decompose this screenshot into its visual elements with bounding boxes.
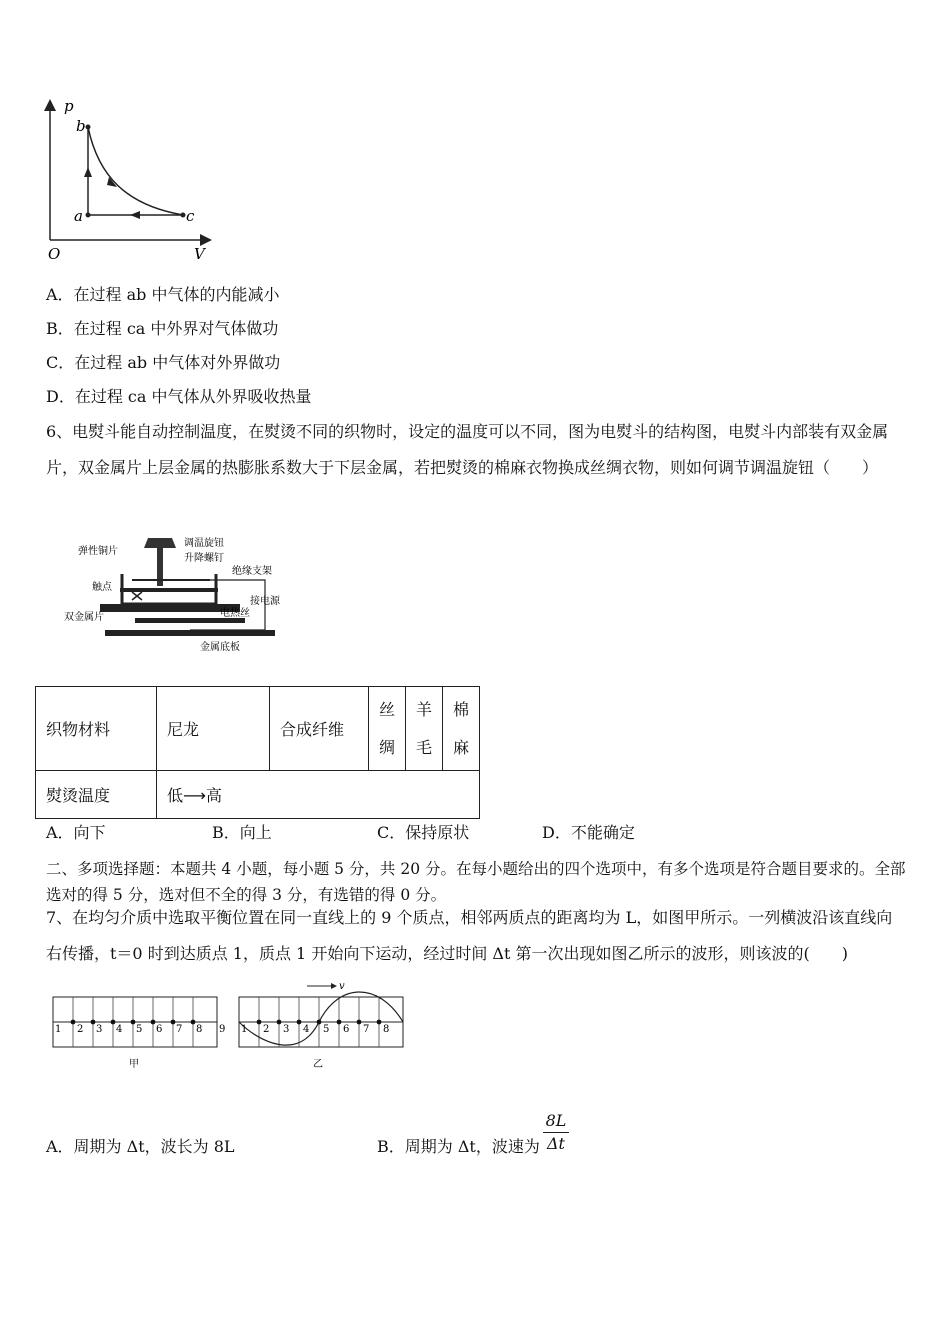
- yi-label-6: 6: [343, 1024, 350, 1035]
- yi-label-3: 3: [283, 1024, 290, 1035]
- jia-label-8: 8: [196, 1024, 203, 1035]
- yi-label-8: 8: [383, 1024, 390, 1035]
- support-bar: [120, 588, 218, 592]
- temp-range: 低⟶高: [157, 771, 480, 819]
- v-axis-label: V: [194, 245, 205, 263]
- base-shape: [105, 630, 275, 636]
- point-a-label: a: [74, 207, 83, 225]
- jia-label-1: 1: [55, 1024, 62, 1035]
- q7-option-b: B．周期为 Δt，波速为: [377, 1137, 540, 1156]
- p-axis-label: p: [64, 97, 74, 115]
- ca-arrow: [130, 211, 140, 219]
- bimetal-shape: [100, 604, 240, 612]
- yi-waveform: [239, 992, 403, 1045]
- origin-label: O: [48, 245, 61, 263]
- wave-figures: [45, 980, 425, 1075]
- heater-label: 电热丝: [220, 608, 250, 619]
- pv-graph: [40, 95, 220, 265]
- support-label: 绝缘支架: [232, 566, 272, 577]
- process-bc: [88, 127, 183, 215]
- q5-option-a: A．在过程 ab 中气体的内能减小: [46, 285, 280, 304]
- velocity-label: v: [339, 981, 345, 992]
- ab-arrow: [84, 167, 92, 177]
- yi-caption: 乙: [313, 1059, 323, 1070]
- q7-fraction: [543, 1110, 569, 1155]
- fraction-denominator: Δt: [547, 1134, 565, 1153]
- q6-question: 6、电熨斗能自动控制温度，在熨烫不同的织物时，设定的温度可以不同，图为电熨斗的结构图，电熨斗内部装有双金属片，双金属片上层金属的热膨胀系数大于下层金属，若把熨烫的棉麻衣物换成丝绸衣物，则如何调节调温旋钮（ ）: [46, 422, 889, 477]
- fabric-table: [35, 686, 480, 819]
- fabric-wool: 羊 毛: [406, 687, 443, 771]
- fabric-row-label: 织物材料: [36, 687, 157, 771]
- jia-label-2: 2: [77, 1024, 84, 1035]
- q7-question: 7、在均匀介质中选取平衡位置在同一直线上的 9 个质点，相邻两质点的距离均为 L，如图甲所示。一列横波沿该直线向右传播，t＝0 时到达质点 1，质点 1 开始向下运动，经过时间 Δt 第一次出现如图乙所示的波形，则该波的( ): [46, 908, 893, 963]
- q5-option-b: B．在过程 ca 中外界对气体做功: [46, 319, 279, 338]
- jia-label-7: 7: [176, 1024, 183, 1035]
- screw-label: 升降螺钉: [184, 553, 224, 564]
- temp-row-label: 熨烫温度: [36, 771, 157, 819]
- q7-option-a: A．周期为 Δt，波长为 8L: [46, 1137, 235, 1156]
- contact-label: 触点: [92, 582, 112, 593]
- jia-label-9: 9: [219, 1024, 226, 1035]
- contact-shape: [132, 592, 142, 600]
- jia-label-3: 3: [96, 1024, 103, 1035]
- fabric-silk: 丝 绸: [369, 687, 406, 771]
- power-label: 接电源: [250, 596, 280, 607]
- yi-label-4: 4: [303, 1024, 310, 1035]
- yi-label-5: 5: [323, 1024, 330, 1035]
- arrow-right-icon: ⟶: [183, 786, 206, 805]
- jia-label-4: 4: [116, 1024, 123, 1035]
- iron-diagram: [60, 530, 310, 655]
- q5-option-d: D．在过程 ca 中气体从外界吸收热量: [46, 387, 312, 406]
- point-b-label: b: [76, 117, 86, 135]
- jia-label-6: 6: [156, 1024, 163, 1035]
- jia-caption: 甲: [129, 1059, 139, 1070]
- point-c: [181, 213, 186, 218]
- velocity-arrow-head: [331, 983, 337, 989]
- knob-label: 调温旋钮: [184, 538, 224, 549]
- q6-option-d: D．不能确定: [542, 823, 635, 842]
- yi-label-2: 2: [263, 1024, 270, 1035]
- yi-label-1: 1: [241, 1024, 248, 1035]
- point-c-label: c: [186, 207, 195, 225]
- fabric-synthetic: 合成纤维: [270, 687, 369, 771]
- section2-instructions: 二、多项选择题：本题共 4 小题，每小题 5 分，共 20 分。在每小题给出的四个选项中，有多个选项是符合题目要求的。全部选对的得 5 分，选对但不全的得 3 分，有选错的得 0 分。: [46, 860, 906, 904]
- base-label: 金属底板: [200, 642, 240, 653]
- q6-option-b: B．向上: [212, 823, 272, 842]
- point-b: [86, 125, 91, 130]
- knob-shape: [144, 538, 176, 548]
- q6-option-c: C．保持原状: [377, 823, 470, 842]
- fabric-nylon: 尼龙: [157, 687, 270, 771]
- copper-label: 弹性铜片: [78, 546, 118, 557]
- yi-label-7: 7: [363, 1024, 370, 1035]
- bimetal-label: 双金属片: [64, 612, 104, 623]
- fraction-numerator: 8L: [545, 1111, 567, 1130]
- jia-label-5: 5: [136, 1024, 143, 1035]
- point-a: [86, 213, 91, 218]
- fabric-cotton: 棉 麻: [443, 687, 480, 771]
- q5-option-c: C．在过程 ab 中气体对外界做功: [46, 353, 281, 372]
- q6-option-a: A．向下: [46, 823, 106, 842]
